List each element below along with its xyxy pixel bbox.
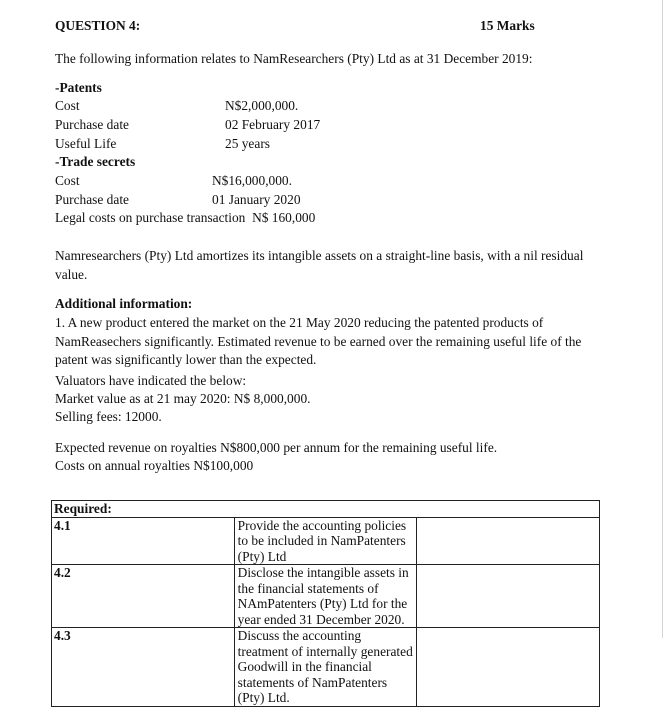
required-table (51, 500, 600, 707)
marks-cell (417, 628, 600, 707)
table-row (52, 565, 600, 628)
trade-secrets-cost-value: N$16,000,000. (212, 173, 292, 188)
marks-cell (417, 517, 600, 565)
required-heading: Required: (52, 501, 600, 518)
table-row (52, 517, 600, 565)
royalty-costs-line: Costs on annual royalties N$100,000 (55, 458, 254, 473)
table-row (52, 628, 600, 707)
legal-costs-line: Legal costs on purchase transaction N$ 160,000 (55, 210, 316, 225)
patents-purchase-date-value: 02 February 2017 (225, 117, 321, 132)
trade-secrets-purchase-date-value: 01 January 2020 (212, 192, 301, 207)
question-title: QUESTION 4: (55, 18, 141, 33)
question-text: Provide the accounting policies to be included in NamPatenters (Pty) Ltd (234, 517, 417, 565)
question-number: 4.1 (52, 517, 235, 565)
patents-purchase-date-label: Purchase date (55, 117, 129, 132)
trade-secrets-purchase-date-label: Purchase date (55, 192, 129, 207)
selling-fees-line: Selling fees: 12000. (55, 409, 162, 424)
valuators-line: Valuators have indicated the below: (55, 373, 247, 388)
additional-item-1: 1. A new product entered the market on the 21 May 2020 reducing the patented products of NamReasechers significantly. Estimated revenue to be earned over the remaining useful life of the patent was significantly lower than the expected. (55, 315, 582, 367)
patents-cost-label: Cost (55, 98, 80, 113)
patents-useful-life-label: Useful Life (55, 136, 117, 151)
marks-cell (417, 565, 600, 628)
amortization-paragraph: Namresearchers (Pty) Ltd amortizes its intangible assets on a straight-line basis, with a nil residual value. (55, 248, 584, 282)
trade-secrets-heading: -Trade secrets (55, 154, 136, 169)
patents-heading: -Patents (55, 80, 102, 95)
question-text: Disclose the intangible assets in the financial statements of NAmPatenters (Pty) Ltd for the year ended 31 December 2020. (234, 565, 417, 628)
patents-cost-value: N$2,000,000. (225, 98, 299, 113)
expected-revenue-line: Expected revenue on royalties N$800,000 per annum for the remaining useful life. (55, 440, 498, 455)
required-heading-row (52, 501, 600, 518)
patents-useful-life-value: 25 years (225, 136, 270, 151)
question-text: Discuss the accounting treatment of internally generated Goodwill in the financial statements of NamPatenters (Pty) Ltd. (234, 628, 417, 707)
question-number: 4.3 (52, 628, 235, 707)
market-value-line: Market value as at 21 may 2020: N$ 8,000,000. (55, 391, 311, 406)
marks-label: 15 Marks (480, 18, 535, 33)
trade-secrets-cost-label: Cost (55, 173, 80, 188)
question-number: 4.2 (52, 565, 235, 628)
intro-text: The following information relates to NamResearchers (Pty) Ltd as at 31 December 2019: (55, 51, 533, 66)
additional-info-heading: Additional information: (55, 296, 193, 311)
